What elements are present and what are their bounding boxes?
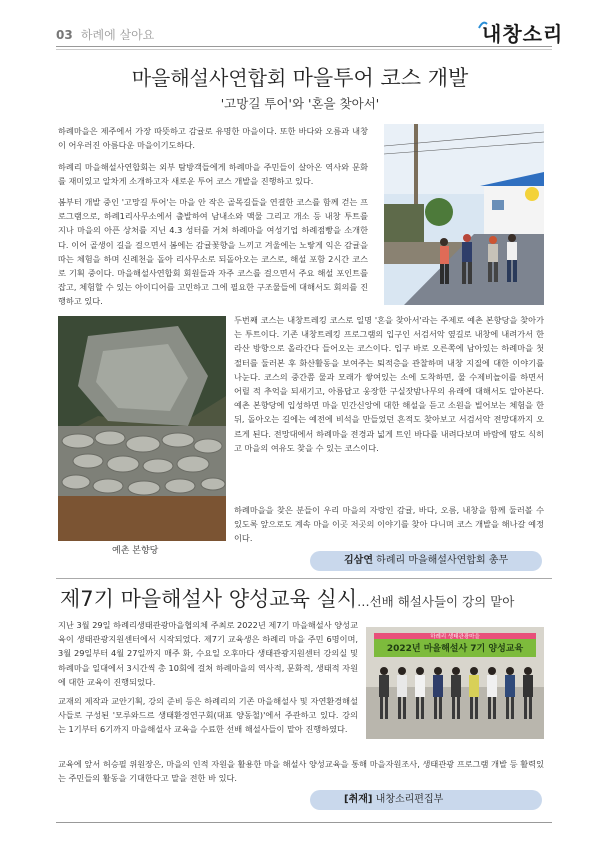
header-divider-thin bbox=[56, 49, 552, 50]
group-training-photo bbox=[366, 627, 544, 739]
header-divider bbox=[56, 46, 552, 47]
article2-paragraph-2: 교재의 제작과 교안기획, 강의 준비 등은 하례리의 기존 마을해설사 및 자연환경해설사들로 구성된 '모루와드르 생태환경연구회(대표 양동철)'에서 주관하고 있다. 강의는 1기부터 6기까지 마을해설사 교육을 수료한 선배 해설사들이 맡아 진행하였다. bbox=[58, 696, 358, 735]
article2-subtitle: …선배 해설사들이 강의 맡아 bbox=[357, 594, 515, 609]
article2-paragraph-3: 교육에 앞서 허승필 위원장은, 마을의 인적 자원을 활용한 마을 해설사 양성교육을 통해 마을자원조사, 생태관광 프로그램 개발 등 활력있는 주민들의 활동을 기대한다고 말을 전한 바 있다. bbox=[58, 759, 544, 784]
article1-credit-name: 김삼연 bbox=[344, 555, 373, 566]
article2-title-main: 제7기 마을해설사 양성교육 실시 bbox=[60, 587, 358, 611]
article1-title bbox=[0, 62, 600, 92]
article1-paragraph-1: 하례마을은 제주에서 가장 따뜻하고 감귤로 유명한 마을이다. 또한 바다와 오름과 내창이 어우러진 아름다운 마을이기도하다. bbox=[58, 126, 368, 151]
article1-credit bbox=[310, 551, 542, 571]
banner-small-text: 하례리 생태관광마을 bbox=[430, 634, 480, 640]
article1-paragraph-4: 두번째 코스는 내창트레킹 코스로 일명 '혼을 찾아서'라는 주제로 예촌 본향당을 찾아가는 투트이다. 기존 내창트레킹 프로그램의 입구인 서검서악 옆길로 내창에 내려가서 한라산 방향으로 올라간다 들어오는 코스이다. 입구 바로 오른쪽에 남아있는 하례마을 첫 절터를 둘러본 후 화산활동을 보여주는 퇴적층을 관찰하며 내창 지질에 대한 이야기를 나눈다. 코스의 중간쯤 물과 모래가 쌓여있는 소에 도착하면, 물 수제비놀이를 하면서 어릴 적 추억을 되새기고, 아름답고 웅장한 구실잣밤나무의 유래에 대해서도 알아본다. 예촌 본향당에 입성하면 마을 민간신앙에 대한 해설을 듣고 소원을 빌어보는 체험을 한 뒤, 돌아오는 길에는 예전에 비석을 만들었던 흔적도 찾아보고 서검서악 전망대까지 오르게 된다. 전망대에서 하례마을 전경과 넓게 트인 바다를 내려다보며 바람에 땀도 식히고 마을의 여유도 찾을 수 있는 코스이다. bbox=[234, 315, 544, 453]
article2-credit-bar bbox=[310, 790, 542, 810]
article1-paragraph-3: 봄부터 개발 중인 '고망길 투어'는 마을 안 작은 골목길들을 연결한 코스를 함께 걷는 프로그램으로, 하례1리사무소에서 출발하여 남내소와 맥물 그리고 개소 등 내창 투트를 지나 마을의 아픈 상처를 지닌 4.3 성터를 거쳐 하례마을 여성기업 하례점빵을 소개한다. 이어 골생이 길을 걸으면서 봄에는 감귤꽃향을 느끼고 겨울에는 노랗게 익은 감귤을 따는 체험을 하며 신례천을 돌아 리사무소로 되돌아오는 코스로, 해설 포함 2시간 코스로 기획 중이다. 마을해설사연합회 회원들과 자주 코스를 걸으면서 주요 해설 포인트를 잡고, 체험할 수 있는 아이디어를 고민하고 그에 필요한 구조물들에 대해서도 회의를 진행하고 있다. bbox=[58, 197, 368, 307]
article2-credit-name: 내창소리편집부 bbox=[375, 794, 444, 805]
page-header bbox=[56, 26, 154, 43]
article1-credit-org: 하례리 마을해설사연합회 총무 bbox=[376, 555, 509, 566]
shrine-photo bbox=[58, 316, 226, 541]
article2-paragraph-1: 지난 3월 29일 하례리생태관광마을협의체 주최로 2022년 제7기 마을해설사 양성교육이 생태관광지원센터에서 시작되었다. 제7기 교육생은 하례리 마을 주민 6명이며, 3월 29일부터 4월 27일까지 매주 화, 수요일 오후마다 생태관광지원센터 강의실 및 하례마을 일대에서 3시간씩 총 10회에 걸쳐 하례마을의 역사적, 문화적, 생태적 자원에 대한 교육이 진행되었다. bbox=[58, 620, 358, 687]
walking-tour-photo bbox=[384, 124, 544, 305]
publication-logo: 내창소리 bbox=[482, 22, 564, 46]
banner-main-text: 2022년 마을해설사 7기 양성교육 bbox=[386, 644, 524, 654]
article2-credit bbox=[310, 790, 542, 810]
article1-title-main: 마을투어 코스 개발 bbox=[292, 66, 469, 90]
article1-subtitle: '고망길 투어'와 '혼을 찾아서' bbox=[220, 96, 380, 111]
article2-credit-tag: [취재] bbox=[344, 794, 373, 805]
section-name: 하례에 살아요 bbox=[80, 28, 155, 42]
article1-credit-bar bbox=[310, 551, 542, 571]
shrine-photo-caption: 예촌 본향당 bbox=[112, 546, 159, 556]
article1-paragraph-5: 하례마을을 찾은 분들이 우리 마을의 자랑인 감귤, 바다, 오름, 내창을 함께 둘러볼 수 있도록 앞으로도 계속 마을 이곳 저곳의 이야기를 찾아 다니며 코스 개발을 해나갈 예정이다. bbox=[234, 505, 544, 544]
page-number: 03 bbox=[56, 28, 73, 42]
article1-title-prefix: 마을해설사연합회 bbox=[131, 66, 287, 90]
article2-title bbox=[60, 583, 514, 613]
article1-paragraph-2: 하례리 마을해설사연합회는 외부 탐방객들에게 하례마을 주민들이 살아온 역사와 문화를 재미있고 알차게 소개하고자 새로운 투어 코스 개발을 진행하고 있다. bbox=[58, 162, 368, 187]
section-divider bbox=[56, 578, 552, 579]
footer-divider bbox=[56, 822, 552, 823]
